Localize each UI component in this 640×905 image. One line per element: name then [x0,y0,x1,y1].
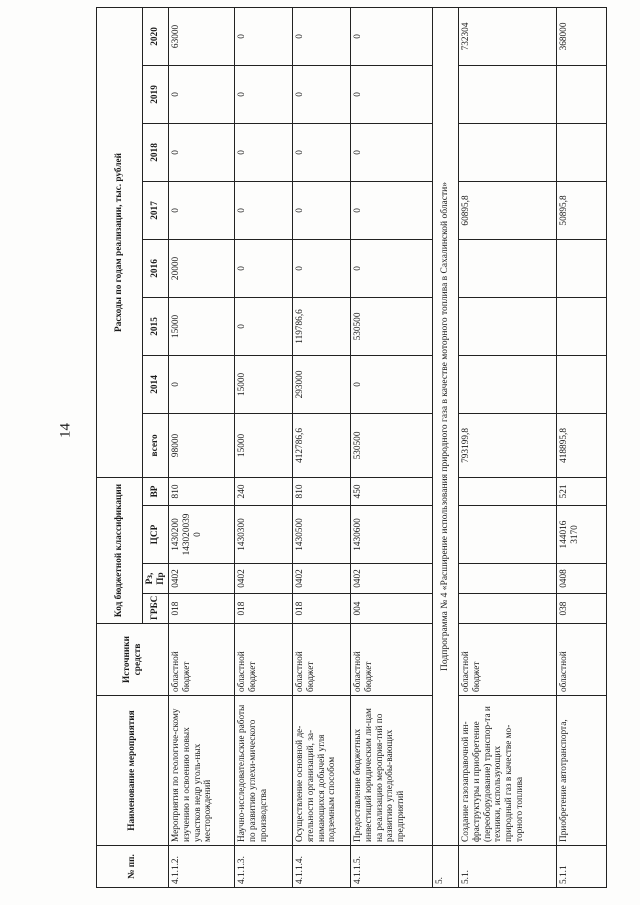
row-y2018: 0 [235,123,293,181]
row-y2018 [557,123,607,181]
row-y2017: 60895,8 [459,181,557,239]
row-source: областной бюджет [293,624,351,696]
row-rzpr [459,564,557,594]
row-grbs: 018 [293,594,351,624]
row-vr: 450 [351,477,433,505]
row-y2020: 0 [293,7,351,65]
row-rzpr: 0402 [169,564,235,594]
row-y2017: 0 [169,181,235,239]
row-y2016: 0 [351,239,433,297]
row-y2017: 0 [293,181,351,239]
row-y2014 [557,355,607,413]
row-csr [557,506,607,564]
row-csr [169,506,235,564]
row-grbs: 018 [235,594,293,624]
row-csr-line: 3170 [570,525,581,544]
row-rzpr: 0402 [235,564,293,594]
row-vr: 810 [293,477,351,505]
header-year-2020: 2020 [143,7,169,65]
row-source: областной бюджет [351,624,433,696]
row-y2018: 0 [293,123,351,181]
row-total: 530500 [351,413,433,477]
table-row [169,7,235,887]
row-csr-line: 143020039 [182,513,193,556]
row-csr-line: 0 [192,532,203,537]
table-row [235,7,293,887]
row-rzpr: 0402 [351,564,433,594]
row-grbs: 038 [557,594,607,624]
header-source: Источники средств [97,624,169,696]
row-source: областной бюджет [235,624,293,696]
table-row [459,7,557,887]
header-csr: ЦСР [143,506,169,564]
row-y2015: 530500 [351,297,433,355]
row-name: Осуществление основной де-ятельности организаций, за-нимающихся добычей угля подземным способом [293,696,351,846]
row-y2018: 0 [351,123,433,181]
row-rzpr: 0408 [557,564,607,594]
row-csr: 1430500 [293,506,351,564]
row-total: 98000 [169,413,235,477]
row-source: областной бюджет [169,624,235,696]
row-grbs: 004 [351,594,433,624]
header-year-2019: 2019 [143,65,169,123]
row-name: Мероприятия по геологиче-скому изучению и освоению новых участков недр уголь-ных месторождений [169,696,235,846]
table-row-subprogram [433,7,459,887]
row-y2014: 0 [169,355,235,413]
header-year-2016: 2016 [143,239,169,297]
row-csr [459,506,557,564]
row-y2016: 0 [235,239,293,297]
budget-table [96,7,607,888]
row-y2019 [557,65,607,123]
row-y2016 [459,239,557,297]
row-total: 793199,8 [459,413,557,477]
row-y2015 [557,297,607,355]
row-total: 412786,6 [293,413,351,477]
row-vr: 521 [557,477,607,505]
row-source: областной [557,624,607,696]
header-year-2015: 2015 [143,297,169,355]
header-year-2018: 2018 [143,123,169,181]
row-y2017: 0 [235,181,293,239]
header-grbs: ГРБС [143,594,169,624]
row-y2019: 0 [235,65,293,123]
row-y2017: 0 [351,181,433,239]
row-y2014 [459,355,557,413]
row-csr: 1430600 [351,506,433,564]
row-y2014: 15000 [235,355,293,413]
row-source: областной бюджет [459,624,557,696]
row-y2019 [459,65,557,123]
table-row [351,7,433,887]
header-rz-pr: Рз, Пр [143,564,169,594]
row-name: Научно-исследовательские работы по развитию углехи-мического производства [235,696,293,846]
row-y2017: 50895,8 [557,181,607,239]
row-num: 4.1.1.2. [169,846,235,888]
row-total: 418895,8 [557,413,607,477]
row-num: 4.1.1.4. [293,846,351,888]
row-rzpr: 0402 [293,564,351,594]
row-grbs [459,594,557,624]
header-num: № пп. [97,846,169,888]
row-y2020: 732304 [459,7,557,65]
header-name: Наименование мероприятия [97,696,169,846]
row-y2019: 0 [351,65,433,123]
row-grbs: 018 [169,594,235,624]
row-y2020: 368000 [557,7,607,65]
header-year-2017: 2017 [143,181,169,239]
row-num: 4.1.1.3. [235,846,293,888]
row-y2014: 0 [351,355,433,413]
table-row [293,7,351,887]
row-y2015: 119786,6 [293,297,351,355]
row-y2016: 20000 [169,239,235,297]
row-y2015 [459,297,557,355]
row-csr-line: 1430200 [171,518,182,551]
row-num: 5. [433,846,459,888]
row-y2015: 0 [235,297,293,355]
row-y2016 [557,239,607,297]
row-csr-line: 144016 [559,520,570,549]
row-vr: 810 [169,477,235,505]
header-total: всего [143,413,169,477]
row-name: Предоставление бюджетных инвестиций юридическим ли-цам на реализацию мероприя-тий по развитию угледобы-вающих предприятий [351,696,433,846]
row-y2014: 293000 [293,355,351,413]
subprogram-title: Подпрограмма № 4 «Расширение использования природного газа в качестве моторного топлива в Сахалинской области» [433,7,459,845]
row-y2019: 0 [169,65,235,123]
row-name: Приобретение автотранспорта, [557,696,607,846]
header-code-group: Код бюджетной классификации [97,477,143,623]
table-row [557,7,607,887]
budget-table-container [96,8,626,888]
row-y2016: 0 [293,239,351,297]
row-y2018: 0 [169,123,235,181]
row-y2020: 0 [235,7,293,65]
row-y2020: 63000 [169,7,235,65]
header-vr: ВР [143,477,169,505]
row-num: 5.1.1 [557,846,607,888]
header-expenses-group: Расходы по годам реализации, тыс. рублей [97,7,143,477]
row-total: 15000 [235,413,293,477]
page-number: 14 [57,423,74,438]
row-csr: 1430300 [235,506,293,564]
row-vr: 240 [235,477,293,505]
row-name: Создание газозаправочной ин-фраструктуры и приобретение (переоборудование) транспор-та и техники, использующих природный газ в качестве мо-торного топлива [459,696,557,846]
header-year-2014: 2014 [143,355,169,413]
row-y2018 [459,123,557,181]
row-vr [459,477,557,505]
row-y2019: 0 [293,65,351,123]
row-num: 4.1.1.5. [351,846,433,888]
row-y2020: 0 [351,7,433,65]
row-num: 5.1. [459,846,557,888]
row-y2015: 15000 [169,297,235,355]
